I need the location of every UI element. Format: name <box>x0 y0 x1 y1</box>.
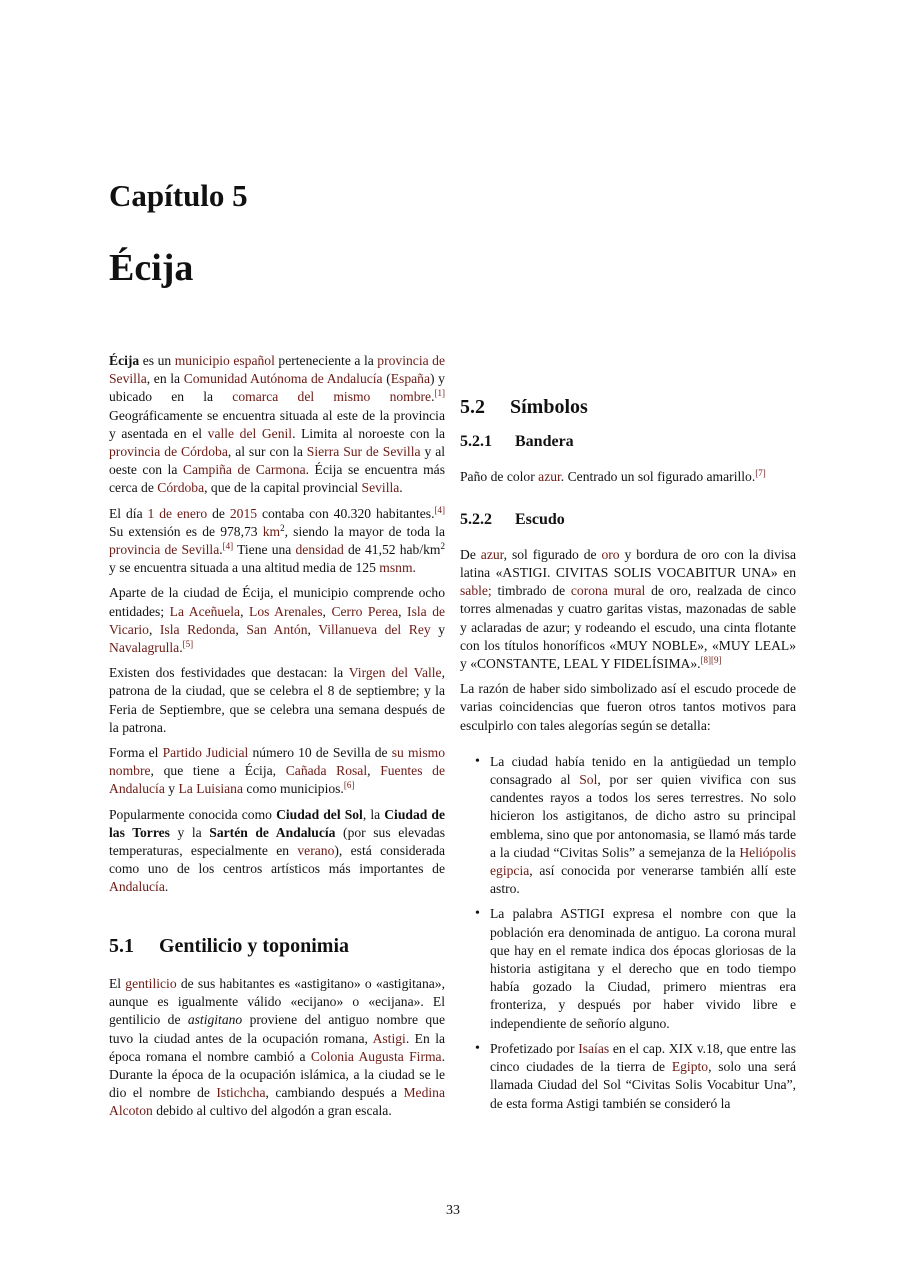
bold-term: Sartén de Andalucía <box>209 824 336 840</box>
subsection-title: Escudo <box>515 510 565 528</box>
text: en el cap. XIX v.18, que entre las cinco ciudades de la tierra de <box>490 1040 797 1075</box>
text: , sol figurado de <box>503 546 602 562</box>
link-comarca[interactable]: comarca del mismo nombre <box>232 389 432 405</box>
link-villanueva-rey[interactable]: Villanueva del Rey <box>318 621 431 637</box>
subsection-number: 5.2.1 <box>460 433 492 451</box>
text: La razón de haber sido simbolizado así el escudo procede de varias coincidencias que fueron otros tantos motivos para esculpirlo con tales alegorías según se detalla: <box>460 681 796 733</box>
superscript: 2 <box>440 541 446 552</box>
link-sable[interactable]: sable; <box>460 583 492 599</box>
intro-paragraph <box>109 505 445 578</box>
link-partido-judicial[interactable]: Partido Judicial <box>162 745 249 761</box>
text: , <box>307 621 319 637</box>
link-istichcha[interactable]: Istichcha <box>216 1085 266 1101</box>
text: Tiene una <box>233 542 296 558</box>
link-astigi[interactable]: Astigi <box>372 1030 406 1046</box>
list-item <box>460 753 796 899</box>
link-azur[interactable]: azur <box>538 469 561 485</box>
link-fuentes-andalucia[interactable]: Fuentes de Andalucía <box>109 763 445 797</box>
text: . <box>164 879 169 895</box>
text: . <box>431 389 435 405</box>
link-cerro-perea[interactable]: Cerro Perea <box>331 603 399 619</box>
text: contaba con 40.320 habitantes. <box>257 505 435 521</box>
text: , que tiene a Écija, <box>150 763 286 779</box>
link-provincia-sevilla[interactable]: provincia de Sevilla <box>109 542 220 558</box>
link-isla-vicario[interactable]: Isla de Vicario <box>109 603 446 637</box>
text: de <box>207 505 230 521</box>
text: , patrona de la ciudad, que se celebra el 8 de septiembre; y la Feria de Septiembre, que se celebra una semana después de la patrona. <box>109 665 445 735</box>
text: De <box>460 546 481 562</box>
text: . Limita al noroeste con la <box>292 425 446 441</box>
text: . <box>219 542 223 558</box>
link-azur[interactable]: azur <box>480 546 504 562</box>
link-comunidad-autonoma[interactable]: Comunidad Autónoma de Andalucía <box>183 371 383 387</box>
subsection-title: Bandera <box>515 433 574 451</box>
subsection-number: 5.2.2 <box>460 510 492 528</box>
text: , en la <box>146 371 184 387</box>
text: , <box>240 603 250 619</box>
text: . Écija se encuentra más cerca de <box>109 462 445 496</box>
intro-paragraph <box>109 664 445 737</box>
link-provincia-sevilla[interactable]: provincia de Sevilla <box>109 353 445 387</box>
section-title: Gentilicio y toponimia <box>159 934 349 957</box>
escudo-paragraph <box>460 546 796 673</box>
subsection-heading <box>460 511 796 529</box>
text: de sus habitantes es «astigitano» o «astigitana», aunque es igualmente válido «ecijano» o «ecijana». El gentilicio de <box>109 975 445 1028</box>
link-canada-rosal[interactable]: Cañada Rosal <box>285 763 368 779</box>
link-corona-mural[interactable]: corona mural <box>570 583 646 599</box>
subsection-heading <box>460 433 796 451</box>
section-number: 5.1 <box>109 934 134 957</box>
text: Profetizado por <box>490 1040 579 1056</box>
link-colonia-augusta-firma[interactable]: Colonia Augusta Firma <box>310 1048 442 1064</box>
bandera-paragraph <box>460 468 796 486</box>
text: Paño de color <box>460 469 539 485</box>
text: y <box>430 621 445 637</box>
text: , <box>322 603 332 619</box>
text: El <box>109 975 126 991</box>
text: , al sur con la <box>227 444 307 460</box>
text: de oro, realzada de cinco torres almenadas y cuatro garitas vistas, mazonadas de sable y aclaradas de azur; y rodeando el escudo, una cinta flotante con los títulos honoríficos «MUY NOBLE», «MUY LEAL» y «CONSTANTE, LEAL Y FIDELÍSIMA». <box>460 583 796 672</box>
link-valle-genil[interactable]: valle del Genil <box>207 425 293 441</box>
link-oro[interactable]: oro <box>601 546 620 562</box>
link-espana[interactable]: España <box>390 371 431 387</box>
text: ), está considerada como uno de los centros artísticos más importantes de <box>109 843 445 877</box>
italic-term: astigitano <box>187 1012 243 1028</box>
link-isla-redonda[interactable]: Isla Redonda <box>159 621 236 637</box>
text: ( <box>382 371 391 387</box>
text: Forma el <box>109 745 163 761</box>
link-year[interactable]: 2015 <box>229 505 258 521</box>
citation-ref[interactable]: [5] <box>182 639 194 650</box>
text: timbrado de <box>491 583 571 599</box>
text: , solo una será llamada Ciudad del Sol “Civitas Solis Vocabitur Una”, de esta forma Astigi también se consideró la <box>490 1059 796 1111</box>
link-cordoba[interactable]: Córdoba <box>157 480 205 496</box>
text: perteneciente a la <box>274 353 378 368</box>
section-title: Símbolos <box>510 396 588 418</box>
link-heliopolis[interactable]: Heliópolis egipcia <box>490 844 796 879</box>
text: . <box>179 640 183 656</box>
text: , que de la capital provincial <box>204 480 362 496</box>
intro-paragraph <box>109 806 445 897</box>
link-gentilicio[interactable]: gentilicio <box>125 975 177 991</box>
link-date[interactable]: 1 de enero <box>147 505 208 521</box>
link-densidad[interactable]: densidad <box>295 542 344 558</box>
section-heading <box>460 398 796 416</box>
text: Aparte de la ciudad de Écija, el municipio comprende ocho entidades; <box>109 585 445 619</box>
bold-term: Ciudad de las Torres <box>109 806 445 840</box>
link-andalucia[interactable]: Andalucía <box>109 879 165 895</box>
text: . <box>412 560 416 576</box>
citation-ref[interactable]: [7] <box>755 468 766 479</box>
link-medina-alcoton[interactable]: Medina Alcoton <box>109 1085 445 1119</box>
text: La palabra ASTIGI expresa el nombre con que la población era denominada de antiguo. La corona mural que hay en el remate indica dos épocas gloriosas de la historia astigitana y el derecho que en todo tiempo había gozado la Ciudad, primero mientras era fronteriza, y después por haber vivido libre e independiente de señorío alguno. <box>490 906 796 1031</box>
list-item <box>460 905 796 1032</box>
link-msnm[interactable]: msnm <box>379 560 413 576</box>
list-item <box>460 1040 796 1113</box>
text: El día <box>109 505 148 521</box>
citation-ref[interactable]: [8][9] <box>700 655 722 666</box>
section-heading <box>109 934 445 957</box>
text: y al oeste con la <box>109 444 446 478</box>
link-san-anton[interactable]: San Antón <box>246 621 308 637</box>
text: , <box>235 621 247 637</box>
link-la-luisiana[interactable]: La Luisiana <box>178 781 244 797</box>
text: como municipios. <box>243 781 344 797</box>
text: Existen dos festividades que destacan: la <box>109 665 349 681</box>
text: y la <box>169 824 210 840</box>
text: , la <box>362 806 385 822</box>
bold-term: Écija <box>109 353 140 368</box>
bold-term: Ciudad del Sol <box>276 806 363 822</box>
link-provincia-cordoba[interactable]: provincia de Córdoba <box>109 444 228 460</box>
text: número 10 de Sevilla de <box>248 745 392 761</box>
link-verano[interactable]: verano <box>297 843 335 859</box>
text: , <box>367 763 381 779</box>
text: y bordura de oro con la divisa latina «ASTIGI. CIVITAS SOLIS VOCABITUR UNA» en <box>460 546 796 581</box>
link-campina-carmona[interactable]: Campiña de Carmona <box>182 462 306 478</box>
link-su-mismo-nombre[interactable]: su mismo nombre <box>109 745 445 779</box>
link-la-acenuela[interactable]: La Aceñuela <box>169 603 241 619</box>
escudo-paragraph <box>460 680 796 735</box>
left-column <box>109 352 445 1128</box>
link-los-arenales[interactable]: Los Arenales <box>249 603 323 619</box>
right-column <box>460 352 796 1120</box>
intro-paragraph <box>109 352 445 498</box>
text: La ciudad había tenido en la antigüedad un templo consagrado al <box>490 753 796 788</box>
intro-paragraph <box>109 744 445 799</box>
text: ) y ubicado en la <box>109 371 445 405</box>
text: . En la época romana el nombre cambió a <box>109 1030 445 1064</box>
link-km[interactable]: km <box>262 523 281 539</box>
citation-ref[interactable]: [4] <box>434 504 445 515</box>
intro-paragraph <box>109 584 445 657</box>
text: (por sus elevadas temperaturas, especialmente en <box>109 824 445 859</box>
link-municipio[interactable]: municipio español <box>174 353 275 368</box>
link-sierra-sur[interactable]: Sierra Sur de Sevilla <box>306 444 421 460</box>
text: Popularmente conocida como <box>109 806 277 822</box>
link-isaias[interactable]: Isaías <box>578 1040 610 1056</box>
text: , <box>148 621 160 637</box>
link-sevilla[interactable]: Sevilla <box>361 480 400 496</box>
citation-ref[interactable]: [1] <box>434 388 445 399</box>
text: debido al cultivo del algodón a gran escala. <box>152 1103 392 1119</box>
escudo-bullet-list <box>460 753 796 1113</box>
chapter-title: Écija <box>109 247 194 289</box>
text: y <box>164 781 179 797</box>
link-sol[interactable]: Sol <box>579 772 598 788</box>
text: . Centrado un sol figurado amarillo. <box>560 469 756 485</box>
link-virgen-valle[interactable]: Virgen del Valle <box>348 665 442 681</box>
text: Geográficamente se encuentra situada al este de la provincia y asentada en el <box>109 407 445 441</box>
text: proviene del antiguo nombre que tuvo la ciudad antes de la ocupación romana, <box>109 1012 445 1046</box>
text: de 41,52 hab/km <box>343 542 441 558</box>
link-egipto[interactable]: Egipto <box>671 1059 709 1075</box>
section-paragraph <box>109 975 445 1121</box>
section-number: 5.2 <box>460 396 485 418</box>
text: , cambiando después a <box>265 1085 404 1101</box>
citation-ref[interactable]: [4] <box>222 541 234 552</box>
link-navalagrulla[interactable]: Navalagrulla <box>109 640 180 656</box>
page-number: 33 <box>446 1203 460 1218</box>
text: Su extensión es de 978,73 <box>109 523 263 539</box>
citation-ref[interactable]: [6] <box>343 780 355 791</box>
superscript: 2 <box>280 522 285 533</box>
chapter-label: Capítulo 5 <box>109 178 248 213</box>
text: . Durante la época de la ocupación islámica, a la ciudad se le dio el nombre de <box>109 1048 445 1101</box>
text: y se encuentra situada a una altitud media de 125 <box>109 560 380 576</box>
text: , <box>398 603 408 619</box>
text: es un <box>139 353 175 368</box>
text: , por ser quien vivifica con sus candentes rayos a todos los seres terrestres. No solo hicieron los astigitanos, de dicho astro su principal emblema, sino que por antonomasia, se llamó más tarde a la ciudad “Civitas Solis” a semejanza de la <box>490 772 797 860</box>
text: . <box>399 480 403 496</box>
text: , siendo la mayor de toda la <box>284 523 445 539</box>
text: , así conocida por venerarse también allí este astro. <box>490 863 796 897</box>
